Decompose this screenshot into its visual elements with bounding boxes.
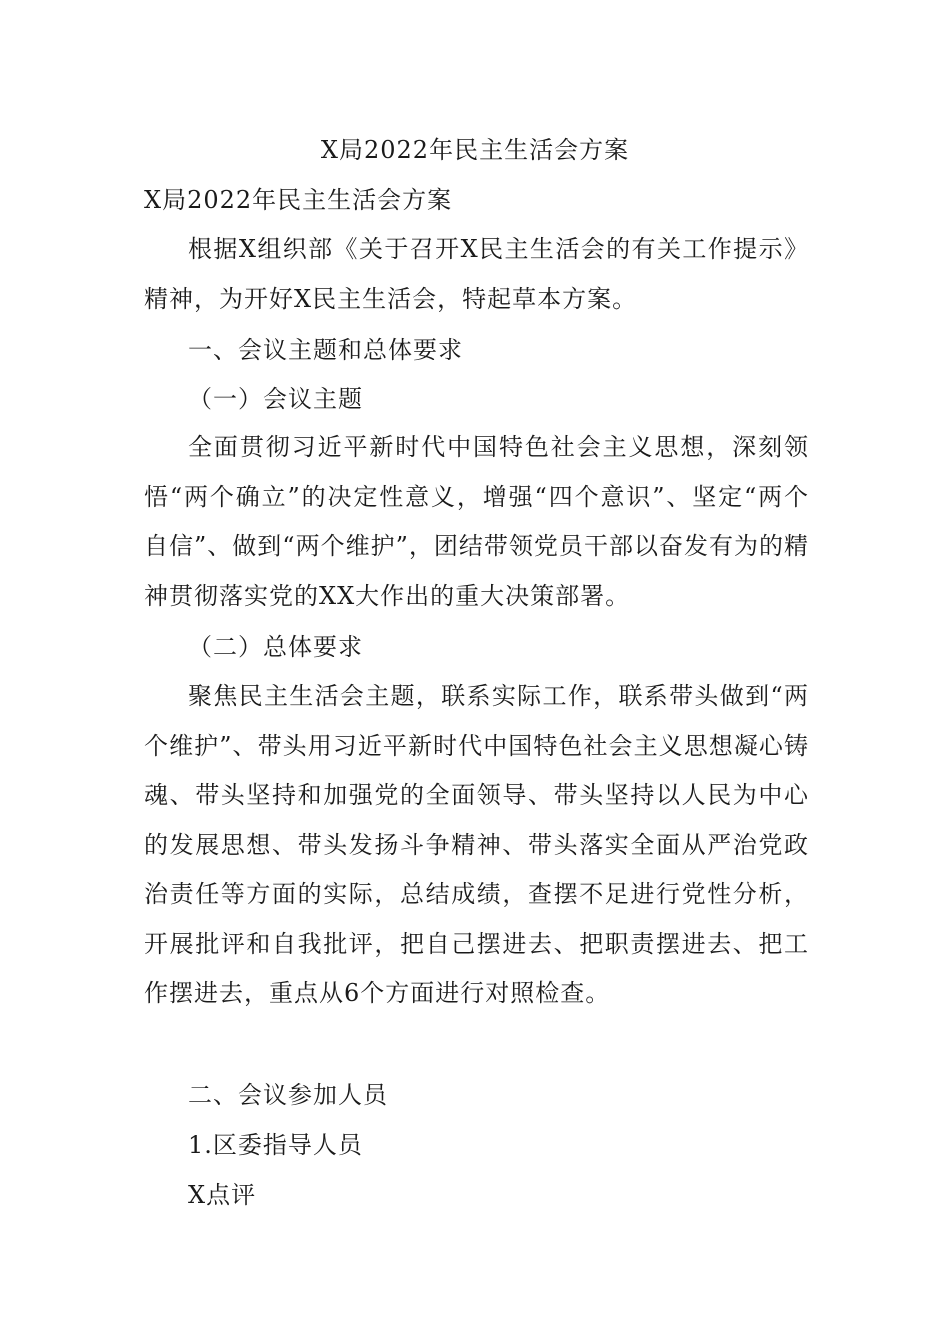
section1-heading: 一、会议主题和总体要求 [188, 336, 463, 364]
section2-item-1-detail: X点评 [188, 1181, 257, 1209]
section1-sub1-body: 全面贯彻习近平新时代中国特色社会主义思想，深刻领悟“两个确立”的决定性意义，增强“四个意识”、坚定“两个自信”、做到“两个维护”，团结带领党员干部以奋发有为的精神贯彻落实党的XX大作出的重大决策部署。 [144, 433, 809, 610]
section1-sub1-heading: （一）会议主题 [188, 385, 363, 413]
section1-sub2-body: 聚焦民主生活会主题，联系实际工作，联系带头做到“两个维护”、带头用习近平新时代中国特色社会主义思想凝心铸魂、带头坚持和加强党的全面领导、带头坚持以人民为中心的发展思想、带头发扬斗争精神、带头落实全面从严治党政治责任等方面的实际，总结成绩，查摆不足进行党性分析，开展批评和自我批评，把自己摆进去、把职责摆进去、把工作摆进去，重点从6个方面进行对照检查。 [144, 682, 809, 1007]
section1-sub2-heading: （二）总体要求 [188, 633, 363, 661]
section2-heading: 二、会议参加人员 [188, 1081, 388, 1109]
section2-item-1: 1.区委指导人员 [188, 1131, 363, 1159]
document-subtitle: X局2022年民主生活会方案 [144, 186, 453, 214]
document-title: X局2022年民主生活会方案 [320, 136, 630, 164]
intro-paragraph: 根据X组织部《关于召开X民主生活会的有关工作提示》精神，为开好X民主生活会，特起草本方案。 [144, 235, 809, 313]
